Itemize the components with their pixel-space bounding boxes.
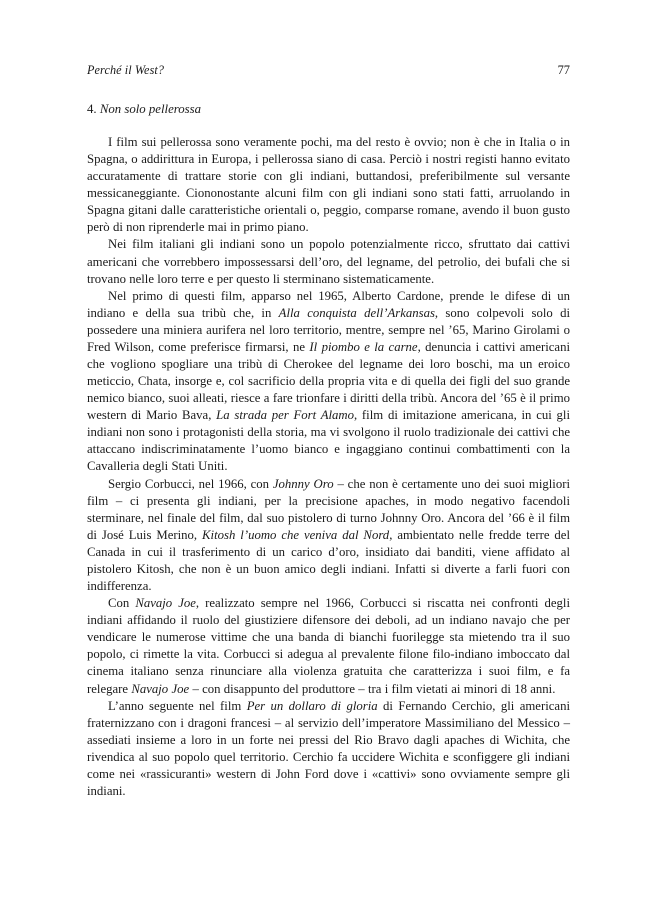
paragraph: Sergio Corbucci, nel 1966, con Johnny Oro – che non è certamente uno dei suoi migliori film – ci presenta gli indiani, per la precisione apaches, in modo negativo facendoli sterminare, nel finale del film, dal suo pistolero di turno Johnny Oro. Ancora del ’66 è il film di José Luis Merino, Kitosh l’uomo che veniva dal Nord, ambientato nelle fredde terre del Canada in cui il trasferimento di un carico d’oro, insidiato dai banditi, viene affidato al pistolero Kitosh, che non è un buon amico degli indiani. Infatti si diverte a farli fuori con indifferenza. [87,476,571,594]
paragraph: Nei film italiani gli indiani sono un popolo potenzialmente ricco, sfruttato dai cattivi americani che vorrebbero impossessarsi dell’oro, del legname, del petrolio, dei bufali che si trovano nelle loro terre e per questo li sterminano sistematicamente. [87,237,570,286]
page-number: 77 [557,63,570,77]
body-text [87,134,570,800]
paragraph: L’anno seguente nel film Per un dollaro di gloria di Fernando Cerchio, gli americani fraternizzano con i dragoni francesi – al servizio dell’imperatore Massimiliano del Messico – assediati insieme a loro in un forte nei pressi del Rio Bravo dagli apaches di Wichita, che rivendica al suo popolo quel territorio. Cerchio fa uccidere Wichita e sconfiggere gli indiani come nei «rassicuranti» western di John Ford dove i «cattivi» sono ovviamente sempre gli indiani. [87,698,570,798]
section-number: 4. [87,102,97,116]
running-head-title: Perché il West? [87,63,165,77]
paragraph: Con Navajo Joe, realizzato sempre nel 1966, Corbucci si riscatta nei confronti degli indiani affidando il ruolo del giustiziere difensore dei deboli, ad un indiano navajo che per vendicare le numerose vittime che una banda di bianchi fuorilegge sta mietendo tra il suo popolo, ci rimette la vita. Corbucci si adegua al prevalente filone filo-indiano imboccato dal cinema italiano senza rinunciare alla violenza gratuita che caratterizza i suoi film, e fa relegare Navajo Joe – con disappunto del produttore – tra i film vietati ai minori di 18 anni. [87,596,571,696]
paragraph: Nel primo di questi film, apparso nel 1965, Alberto Cardone, prende le difese di un indiano e della sua tribù che, in Alla conquista dell’Arkansas, sono colpevoli solo di possedere una miniera aurifera nel loro territorio, mentre, sempre nel ’65, Marino Girolami o Fred Wilson, come preferisce firmarsi, ne Il piombo e la carne, denuncia i cattivi americani che vogliono spogliare una tribù di Cherokee del legname dei loro boschi, ma un eroico meticcio, Chata, insorge e, col sacrificio della propria vita e di quella dei figli del suo grande nemico bianco, suoi alleati, riesce a fare trionfare i diritti della tribù. Ancora del ’65 è il primo western di Mario Bava, La strada per Fort Alamo, film di imitazione americana, in cui gli indiani non sono i protagonisti della storia, ma vi svolgono il ruolo tradizionale dei cattivi che attaccano indiscriminatamente l’uomo bianco e ingaggiano continui combattimenti con la Cavalleria degli Stati Uniti. [87,288,570,474]
page-content [87,62,570,800]
section-title: Non solo pellerossa [99,102,202,116]
running-head [87,62,570,78]
paragraph: I film sui pellerossa sono veramente pochi, ma del resto è ovvio; non è che in Italia o in Spagna, o addirittura in Europa, i pellerossa siano di casa. Perciò i nostri registi hanno evitato accuratamente di trattare storie con gli indiani, buttandosi, preferibilmente sul versante messicaneggiante. Ciononostante alcuni film con gli indiani sono stati fatti, arruolando in Spagna gitani dalle caratteristiche orientali o, peggio, comparse romane, avendo il buon gusto però di non riprenderle mai in primo piano. [87,135,570,235]
section-heading [87,101,570,118]
